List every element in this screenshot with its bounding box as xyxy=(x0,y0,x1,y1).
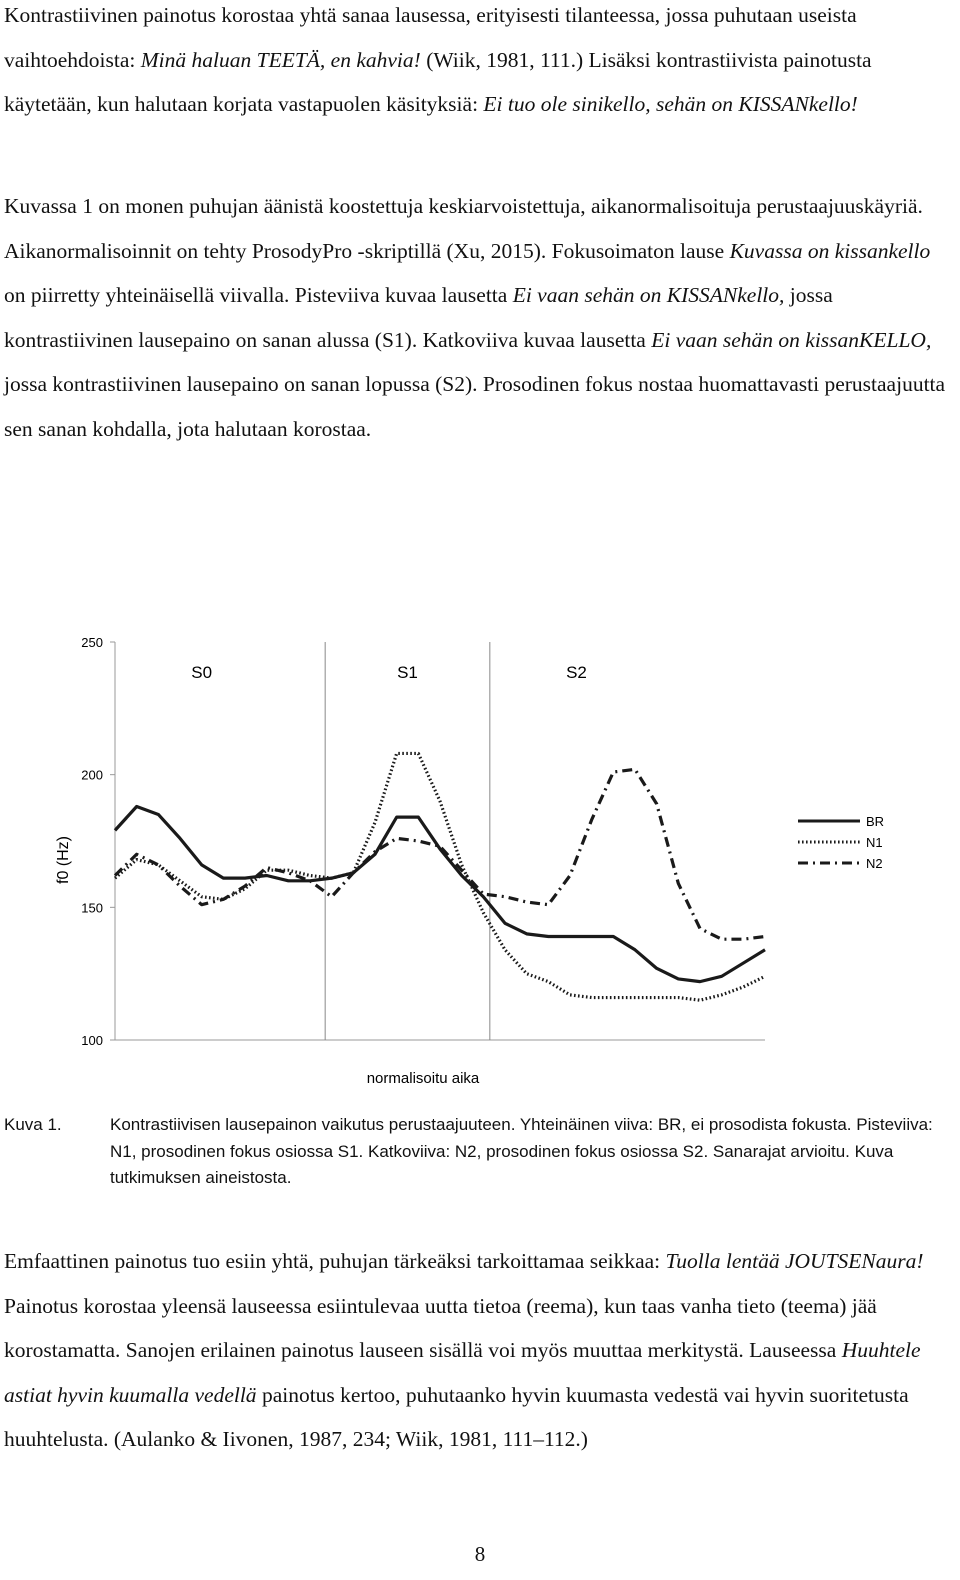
y-tick-label: 100 xyxy=(81,1033,103,1048)
legend-label: N1 xyxy=(866,835,883,850)
y-tick-label: 150 xyxy=(81,900,103,916)
legend-label: N2 xyxy=(866,856,883,871)
y-axis-label: f0 (Hz) xyxy=(55,836,72,884)
page-number: 8 xyxy=(474,1542,486,1566)
series-line-br xyxy=(115,807,765,982)
series-line-n1 xyxy=(115,753,765,1000)
figure-caption-text: Kontrastiivisen lausepainon vaikutus perustaajuuteen. Yhteinäinen viiva: BR, ei prosodista fokusta. Pisteviiva: N1, prosodinen fokus osiossa S1. Katkoviiva: N2, prosodinen fokus osiossa S2. Sanarajat arvioitu. Kuva tutkimuksen aineistosta. xyxy=(110,1115,933,1187)
chart-legend xyxy=(798,814,884,871)
text-run: Kontrastiivinen painotus korostaa yhtä sanaa lausessa, erityisesti tilanteessa, jossa puhutaan useista vaihtoehdoista: xyxy=(4,3,857,72)
text-run: (Wiik, 1981, 111.) Lisäksi kontrastiivista painotusta käytetään, kun halutaan korjata vastapuolen käsityksiä: xyxy=(4,47,872,117)
series-line-n2 xyxy=(115,769,765,939)
italic-example: Minä haluan TEETÄ, en kahvia! xyxy=(140,47,421,72)
italic-example: Tuolla lentää JOUTSENaura! xyxy=(665,1249,924,1273)
text-run: Painotus korostaa yleensä lauseessa esiintulevaa uutta tietoa (reema), kun taas vanha tieto (teema) jää korostamatta. Sanojen erilainen painotus lauseen sisällä voi myös muuttaa merkitystä. Lauseessa xyxy=(4,1293,877,1363)
region-label: S0 xyxy=(191,663,213,682)
italic-example: Kuvassa on kissankello xyxy=(729,238,931,263)
chart-series xyxy=(115,753,765,1000)
y-tick-label: 200 xyxy=(81,767,103,783)
intro-paragraph xyxy=(4,0,952,127)
legend-label: BR xyxy=(866,814,885,829)
text-run: Emfaattinen painotus tuo esiin yhtä, puhujan tärkeäksi tarkoittamaa seikkaa: xyxy=(4,1249,666,1273)
italic-example: Ei vaan sehän on kissanKELLO, xyxy=(651,327,932,352)
y-tick-label: 250 xyxy=(81,635,103,650)
region-label: S2 xyxy=(566,663,587,682)
chart-region-labels xyxy=(191,663,587,682)
figure-caption-label: Kuva 1. xyxy=(4,1115,62,1134)
figure-description-paragraph xyxy=(4,184,952,452)
x-axis-label: normalisoitu aika xyxy=(366,1070,480,1087)
italic-example: Ei tuo ole sinikello, sehän on KISSANkello! xyxy=(483,92,858,117)
region-label: S1 xyxy=(397,663,418,682)
italic-example: Ei vaan sehän on KISSANkello, xyxy=(512,283,785,308)
f0-line-chart xyxy=(40,620,885,1095)
italic-example: Huuhtele astiat hyvin kuumalla vedellä xyxy=(4,1338,921,1407)
text-run: on piirretty yhteinäisellä viivalla. Pisteviiva kuvaa lausetta xyxy=(4,283,513,308)
text-run: jossa kontrastiivinen lausepaino on sanan alussa (S1). Katkoviiva kuvaa lausetta xyxy=(4,283,833,352)
text-run: jossa kontrastiivinen lausepaino on sanan lopussa (S2). Prosodinen fokus nostaa huomattavasti perustaajuutta sen sanan kohdalla, jota halutaan korostaa. xyxy=(4,372,946,441)
text-run: painotus kertoo, puhutaanko hyvin kuumasta vedestä vai hyvin suoritetusta huuhtelusta. (Aulanko & Iivonen, 1987, 234; Wiik, 1981, 111–112.) xyxy=(4,1382,909,1452)
text-run: Kuvassa 1 on monen puhujan äänistä koostettuja keskiarvoistettuja, aikanormalisoituja perustaajuuskäyriä. Aikanormalisoinnit on tehty ProsodyPro -skriptillä (Xu, 2015). Fokusoimaton lause xyxy=(4,194,923,263)
emphatic-stress-paragraph xyxy=(4,1239,952,1462)
